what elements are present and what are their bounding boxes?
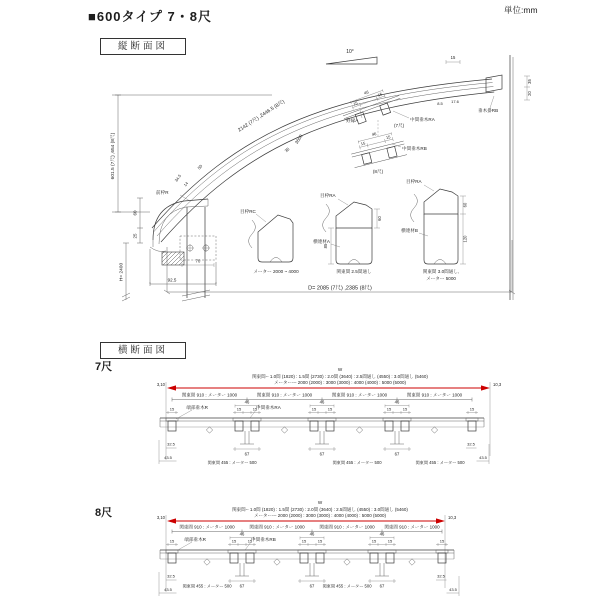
part-label: (8尺) xyxy=(372,169,384,174)
dim-label: 46 xyxy=(379,531,385,537)
dim-label: 25 xyxy=(132,233,138,239)
dim-label: 15 xyxy=(252,406,258,412)
bay-label: 関東間 910 : メーター 1000 xyxy=(249,524,305,530)
dim-label: 15 xyxy=(327,406,333,412)
dim-label: 43.5 xyxy=(479,455,487,460)
dim-label: W xyxy=(337,367,343,372)
dim-label: 46 xyxy=(394,399,400,405)
dim-label: W xyxy=(317,500,323,505)
dim-label: 15 xyxy=(236,406,242,412)
frame-detail-2 xyxy=(313,192,382,275)
part-label: 横連材B xyxy=(401,228,418,233)
spacing-label: 関東間 455 : メーター 500 xyxy=(207,460,257,465)
dim-label: 46 xyxy=(239,531,245,537)
dim-label: 67 xyxy=(239,583,245,589)
part-label: 目枠RC xyxy=(240,209,256,214)
dim-label: 67 xyxy=(309,583,315,589)
dim-label: 35 xyxy=(283,146,291,154)
dim-label: 15 xyxy=(402,406,408,412)
dim-label: 46 xyxy=(244,399,250,405)
dim-label: 3,10 xyxy=(156,515,165,520)
dim-label: H= 2400 xyxy=(119,262,125,282)
caption: 関東間 3.0間通し, xyxy=(422,269,460,274)
dim-label: 15 xyxy=(371,538,377,544)
bay-label: 関東間 910 : メーター 1000 xyxy=(181,392,238,398)
caption: メーター 5000 xyxy=(426,276,456,281)
label-7shaku: 7尺 xyxy=(95,361,113,373)
part-label: 中間垂木RB xyxy=(402,146,427,151)
dim-label: 67 xyxy=(244,451,250,457)
dim-label: 3,10 xyxy=(156,382,165,387)
dim-label: 46 xyxy=(363,89,370,96)
part-label: 野縁A xyxy=(346,118,359,123)
dim-label: 46 xyxy=(319,399,325,405)
dim-label: 60 xyxy=(377,216,382,221)
dim-label: 50 xyxy=(196,163,204,171)
slope-indicator xyxy=(326,57,377,64)
dim-label: 67 xyxy=(319,451,325,457)
dim-label: 15 xyxy=(247,538,253,544)
dim-label: 43.5 xyxy=(449,587,457,592)
section-label-cross: 横断面図 xyxy=(100,342,186,359)
hatched-bracket xyxy=(162,252,184,265)
dim-label: 46 xyxy=(309,531,315,537)
spacing-label: 関東間 455 : メーター 500 xyxy=(322,583,372,589)
dim-label: 32.5 xyxy=(167,441,175,447)
spacing-label: 関東間 455 : メーター 500 xyxy=(182,583,232,589)
dim-label: 15 xyxy=(231,538,237,544)
dim-label: 60 xyxy=(462,202,468,208)
spacing-label: 関東間 455 : メーター 500 xyxy=(332,460,382,465)
part-label: 横連材A xyxy=(313,239,330,244)
longitudinal-section xyxy=(109,49,532,301)
frame-detail-3 xyxy=(401,178,467,282)
dim-label: 43.5 xyxy=(164,587,172,592)
size-header: 関東間-- 1.0間 (1820) : 1.5間 (2730) : 2.0間 (3640) : 2.5間通し (4550) : 3.0間通し (5460) xyxy=(232,507,408,512)
part-label: 中間垂木RA xyxy=(410,117,435,122)
dim-label: 14 xyxy=(182,180,190,188)
dim-label: 15 xyxy=(386,406,392,412)
dim-label: 15 xyxy=(469,406,475,412)
dim-label: 15 xyxy=(387,538,393,544)
rafter-detail-8shaku xyxy=(347,125,407,168)
dim-label: 15 xyxy=(450,55,456,60)
dim-label: 60 xyxy=(132,210,138,216)
dim-label: 15 xyxy=(352,100,359,107)
dim-label: 92.5 xyxy=(167,277,177,283)
part-label: 目枠RA xyxy=(320,193,336,198)
caption: 関東間 2.5間通し xyxy=(336,269,372,274)
dim-label: 15 xyxy=(169,538,175,544)
part-label: 垂木掛RB xyxy=(478,108,499,113)
bay-label: 関東間 910 : メーター 1000 xyxy=(179,524,235,530)
dim-label: 32.5 xyxy=(167,573,175,579)
dim-label: 15 xyxy=(317,538,323,544)
part-label: 前枠R xyxy=(156,190,169,195)
cross-section-7shaku xyxy=(157,367,502,466)
dim-label: 10° xyxy=(346,49,354,55)
spacing-label: 関東間 455 : メーター 500 xyxy=(415,460,465,465)
dim-label: 15 xyxy=(301,538,307,544)
caption: メーター 2000 ~ 4000 xyxy=(253,269,299,274)
dim-label: 2142 (7尺) ,2446.5 (8尺) xyxy=(237,98,286,134)
bay-label: 関東間 910 : メーター 1000 xyxy=(406,392,463,398)
dim-label: 601.5 (7尺) ,654 (8尺) xyxy=(111,132,116,180)
part-label: 中間垂木RA xyxy=(256,405,281,410)
bolt-plate xyxy=(180,236,216,260)
dim-label: 46 xyxy=(371,130,377,137)
label-8shaku: 8尺 xyxy=(95,507,113,519)
front-frame-post xyxy=(150,199,216,301)
dim-label: 67 xyxy=(394,451,400,457)
frame-detail-1 xyxy=(240,208,299,275)
bay-label: 関東間 910 : メーター 1000 xyxy=(319,524,375,530)
size-header: メーター--- 2000 (2000) : 3000 (3000) : 4000 (4000) : 5000 (5000) xyxy=(273,380,407,385)
dim-label: 15 xyxy=(439,538,445,544)
dim-label: 43.5 xyxy=(164,455,172,460)
part-label: 端部垂木R xyxy=(184,537,206,542)
dim-label: D= 2085 (7尺) ,2385 (8尺) xyxy=(308,285,372,292)
dim-label: 15 xyxy=(376,91,383,98)
wall xyxy=(437,55,532,300)
bay-label: 関東間 910 : メーター 1000 xyxy=(331,392,388,398)
dim-label: 15 xyxy=(169,406,175,412)
dim-label: 120 xyxy=(462,235,468,243)
cross-section-8shaku xyxy=(157,500,459,596)
dim-label: 17.6 xyxy=(451,99,459,104)
unit-label: 単位:mm xyxy=(504,5,538,15)
dim-label: 32.5 xyxy=(437,573,445,579)
dim-label: 67 xyxy=(379,583,385,589)
dim-label: 3600 xyxy=(293,133,304,145)
dim-label: 35 xyxy=(527,79,532,84)
dim-label: 85 xyxy=(323,243,328,249)
dim-label: 15 xyxy=(385,134,391,141)
bay-label: 関東間 910 : メーター 1000 xyxy=(256,392,313,398)
section-label-longitudinal: 縦断面図 xyxy=(100,38,186,55)
part-label: 中間垂木RB xyxy=(251,537,276,542)
dim-label: 10,3 xyxy=(493,382,502,387)
part-label: 端部垂木R xyxy=(186,405,208,410)
curved-roof xyxy=(152,79,494,242)
dim-label: 15 xyxy=(311,406,317,412)
dim-label: 10,3 xyxy=(448,515,457,520)
bay-label: 関東間 910 : メーター 1000 xyxy=(384,524,440,530)
dim-label: 34.5 xyxy=(173,173,183,183)
part-label: (7尺) xyxy=(394,123,405,128)
page-title: ■600タイプ 7・8尺 xyxy=(88,9,212,24)
dim-label: 70 xyxy=(195,258,201,264)
dim-label: 8.5 xyxy=(437,101,443,106)
size-header: メーター--- 2000 (2000) : 3000 (3000) : 4000 (4000) : 5000 (5000) xyxy=(253,513,387,518)
size-header: 関東間-- 1.0間 (1820) : 1.5間 (2730) : 2.0間 (3640) : 2.5間通し (4550) : 3.0間通し (5460) xyxy=(252,374,428,379)
part-label: 目枠RA xyxy=(406,179,422,184)
dim-label: 32.5 xyxy=(467,441,475,447)
dim-label: 15 xyxy=(360,140,366,147)
dim-label: 20 xyxy=(527,91,532,96)
